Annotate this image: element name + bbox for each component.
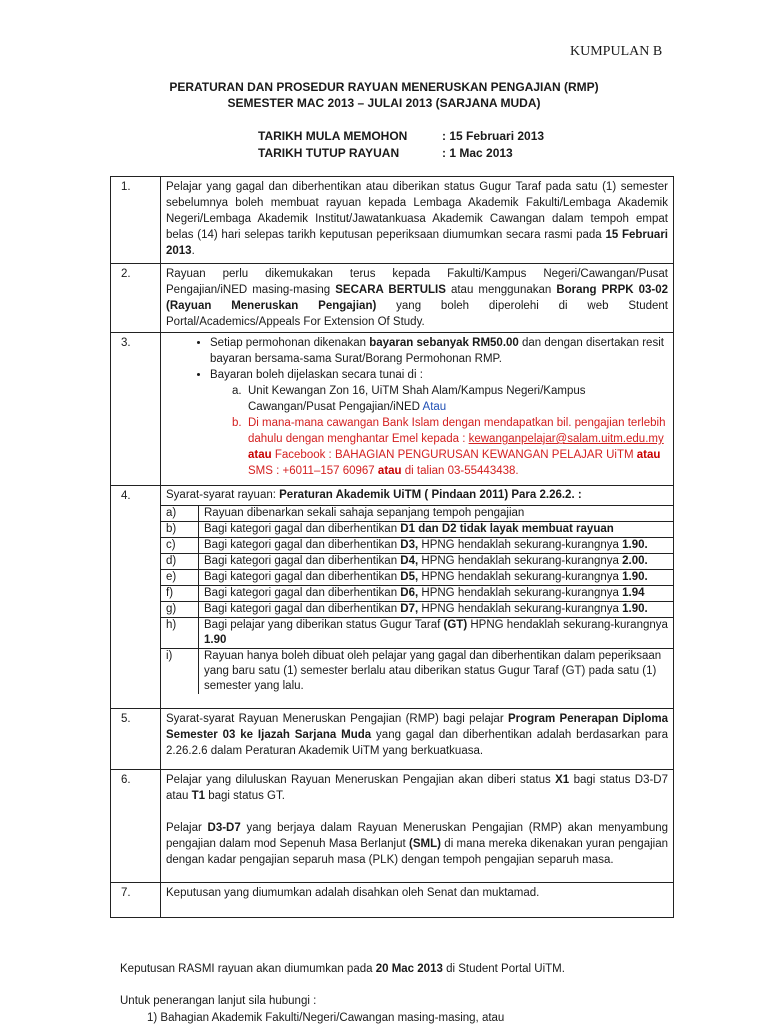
condition-row bbox=[161, 618, 673, 649]
rule-number: 5. bbox=[111, 709, 161, 770]
condition-row bbox=[161, 506, 673, 522]
rule-number: 4. bbox=[111, 486, 161, 709]
rules-table bbox=[110, 176, 674, 918]
condition-text: Bagi kategori gagal dan diberhentikan D1 dan D2 tidak layak membuat rayuan bbox=[199, 522, 674, 538]
announcement-line: Keputusan RASMI rayuan akan diumumkan pada 20 Mac 2013 di Student Portal UiTM. bbox=[120, 963, 565, 975]
condition-row bbox=[161, 602, 673, 618]
contact-intro: Untuk penerangan lanjut sila hubungi : bbox=[120, 995, 317, 1007]
condition-text: Bagi kategori gagal dan diberhentikan D6, HPNG hendaklah sekurang-kurangnya 1.94 bbox=[199, 586, 674, 602]
close-date-row bbox=[258, 146, 513, 160]
payment-method-bullet: • Bayaran boleh dijelaskan secara tunai di : a. Unit Kewangan Zon 16, UiTM Shah Alam/Kampus Negeri/Kampus Cawangan/Pusat Pengajian/iNED Atau b. Di mana-mana cawangan Bank Islam dengan mendapatkan bil. pengajian terlebih dahulu dengan menghantar Emel kepada : kewanganpelajar@salam.uitm.edu.my atau Facebook : BAHAGIAN PENGURUSAN KEWANGAN PELAJAR UiTM atau SMS : +6011–157 60967 atau di talian 03-55443438. bbox=[210, 367, 668, 479]
condition-key: c) bbox=[161, 538, 199, 554]
condition-key: e) bbox=[161, 570, 199, 586]
open-date-row bbox=[258, 129, 544, 143]
condition-row bbox=[161, 538, 673, 554]
rule-row-5 bbox=[111, 709, 674, 770]
conditions-table bbox=[161, 505, 673, 694]
rule-row-7 bbox=[111, 883, 674, 918]
rule-text: Syarat-syarat Rayuan Meneruskan Pengajian (RMP) bagi pelajar Program Penerapan Diploma Semester 03 ke Ijazah Sarjana Muda yang gagal dan diberhentikan adalah berdasarkan para 2.26.2.6 dalam Peraturan Akademik UiTM yang berkuatkuasa. bbox=[161, 709, 674, 770]
close-date-label: TARIKH TUTUP RAYUAN bbox=[258, 146, 400, 160]
rule-text: Syarat-syarat rayuan: Peraturan Akademik UiTM ( Pindaan 2011) Para 2.26.2. : a) Rayuan dibenarkan sekali sahaja sepanjang tempoh pengajian b) Bagi kategori gagal dan diberhentikan D1 dan D2 tidak layak membuat rayuan c) Bagi kategori gagal dan diberhentikan D3, HPNG hendaklah sekurang-kurangnya 1.90. d) Bagi kategori gagal dan diberhentikan D4, HPNG hendaklah sekurang-kurangnya 2.00. e) Bagi kategori gagal dan diberhentikan D5, HPNG hendaklah sekurang-kurangnya 1.90. f) Bagi kategori gagal dan diberhentikan D6, HPNG hendaklah sekurang-kurangnya 1.94 g) Bagi kategori gagal dan diberhentikan D7, HPNG hendaklah sekurang-kurangnya 1.90. h) Bagi pelajar yang diberikan status Gugur Taraf (GT) HPNG hendaklah sekurang-kurangnya 1.90 i) Rayuan hanya boleh dibuat oleh pelajar yang gagal dan diberhentikan dalam peperiksaan yang baru satu (1) semester berlalu atau diberikan status Gugur Taraf (GT) pada satu (1) semester yang lalu. bbox=[161, 486, 674, 709]
condition-text: Rayuan hanya boleh dibuat oleh pelajar yang gagal dan diberhentikan dalam peperiksaan yang baru satu (1) semester berlalu atau diberikan status Gugur Taraf (GT) pada satu (1) semester yang lalu. bbox=[199, 649, 674, 695]
payment-option-b: b. Di mana-mana cawangan Bank Islam dengan mendapatkan bil. pengajian terlebih dahulu dengan menghantar Emel kepada : kewanganpelajar@salam.uitm.edu.my atau Facebook : BAHAGIAN PENGURUSAN KEWANGAN PELAJAR UiTM atau SMS : +6011–157 60967 atau di talian 03-55443438. bbox=[232, 417, 666, 477]
rule-number: 1. bbox=[111, 177, 161, 264]
payment-option-a: a. Unit Kewangan Zon 16, UiTM Shah Alam/Kampus Negeri/Kampus Cawangan/Pusat Pengajian/iNED Atau bbox=[232, 385, 586, 413]
rule-row-1 bbox=[111, 177, 674, 264]
condition-text: Bagi kategori gagal dan diberhentikan D4, HPNG hendaklah sekurang-kurangnya 2.00. bbox=[199, 554, 674, 570]
rule-text: Keputusan yang diumumkan adalah disahkan oleh Senat dan muktamad. bbox=[161, 883, 674, 918]
condition-text: Bagi kategori gagal dan diberhentikan D7, HPNG hendaklah sekurang-kurangnya 1.90. bbox=[199, 602, 674, 618]
condition-text: Bagi kategori gagal dan diberhentikan D3, HPNG hendaklah sekurang-kurangnya 1.90. bbox=[199, 538, 674, 554]
condition-key: h) bbox=[161, 618, 199, 649]
condition-row bbox=[161, 649, 673, 695]
condition-row bbox=[161, 522, 673, 538]
condition-text: Bagi kategori gagal dan diberhentikan D5, HPNG hendaklah sekurang-kurangnya 1.90. bbox=[199, 570, 674, 586]
rule-text bbox=[161, 333, 674, 486]
rule-row-4 bbox=[111, 486, 674, 709]
rule-row-3 bbox=[111, 333, 674, 486]
contact-item-1: 1) Bahagian Akademik Fakulti/Negeri/Cawangan masing-masing, atau bbox=[147, 1012, 505, 1024]
close-date-value: : 1 Mac 2013 bbox=[442, 146, 513, 160]
condition-key: a) bbox=[161, 506, 199, 522]
payment-fee-bullet: • Setiap permohonan dikenakan bayaran sebanyak RM50.00 dan dengan disertakan resit bayaran bersama-sama Surat/Borang Permohonan RMP. bbox=[210, 335, 668, 367]
doc-title-line2: SEMESTER MAC 2013 – JULAI 2013 (SARJANA MUDA) bbox=[227, 96, 541, 110]
rule-row-6 bbox=[111, 770, 674, 883]
condition-text: Bagi pelajar yang diberikan status Gugur Taraf (GT) HPNG hendaklah sekurang-kurangnya 1.90 bbox=[199, 618, 674, 649]
open-date-value: : 15 Februari 2013 bbox=[442, 129, 545, 143]
condition-row bbox=[161, 586, 673, 602]
condition-row bbox=[161, 554, 673, 570]
rule-text: Pelajar yang diluluskan Rayuan Meneruskan Pengajian akan diberi status X1 bagi status D3-D7 atau T1 bagi status GT. Pelajar D3-D7 yang berjaya dalam Rayuan Meneruskan Pengajian (RMP) akan menyambung pengajian dalam mod Sepenuh Masa Berlanjut (SML) di mana mereka dikenakan yuran pengajian dengan kadar pengajian separuh masa (PLK) dengan tempoh pengajian separuh masa. bbox=[161, 770, 674, 883]
group-label: KUMPULAN B bbox=[570, 44, 663, 59]
rule-number: 3. bbox=[111, 333, 161, 486]
rule-text: Pelajar yang gagal dan diberhentikan atau diberikan status Gugur Taraf pada satu (1) semester sebelumnya boleh membuat rayuan kepada Lembaga Akademik Fakulti/Lembaga Akademik Negeri/Lembaga Akademik Institut/Jawatankuasa Akademik Cawangan dalam tempoh empat belas (14) hari selepas tarikh keputusan peperiksaan diumumkan secara rasmi pada 15 Februari 2013. bbox=[161, 177, 674, 264]
open-date-label: TARIKH MULA MEMOHON bbox=[258, 129, 408, 143]
rule-number: 7. bbox=[111, 883, 161, 918]
condition-key: i) bbox=[161, 649, 199, 695]
rule-row-2 bbox=[111, 264, 674, 333]
doc-title-line1: PERATURAN DAN PROSEDUR RAYUAN MENERUSKAN PENGAJIAN (RMP) bbox=[169, 80, 599, 94]
condition-key: f) bbox=[161, 586, 199, 602]
condition-key: b) bbox=[161, 522, 199, 538]
rule-number: 6. bbox=[111, 770, 161, 883]
rule-number: 2. bbox=[111, 264, 161, 333]
rule-text: Rayuan perlu dikemukakan terus kepada Fakulti/Kampus Negeri/Cawangan/Pusat Pengajian/iNED masing-masing SECARA BERTULIS atau menggunakan Borang PRPK 03-02 (Rayuan Meneruskan Pengajian) yang boleh diperolehi di web Student Portal/Academics/Appeals For Extension Of Study. bbox=[161, 264, 674, 333]
condition-key: d) bbox=[161, 554, 199, 570]
condition-text: Rayuan dibenarkan sekali sahaja sepanjang tempoh pengajian bbox=[199, 506, 674, 522]
condition-key: g) bbox=[161, 602, 199, 618]
email-link[interactable]: kewanganpelajar@salam.uitm.edu.my bbox=[468, 433, 664, 445]
condition-row bbox=[161, 570, 673, 586]
